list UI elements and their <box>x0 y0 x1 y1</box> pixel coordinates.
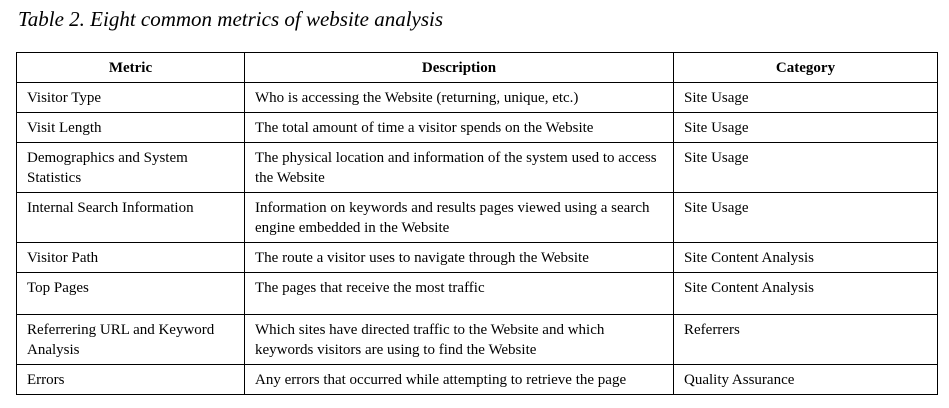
table-row <box>17 273 938 315</box>
metric-cell: Demographics and System Statistics <box>17 143 245 193</box>
description-cell: The total amount of time a visitor spends on the Website <box>245 113 674 143</box>
category-cell: Site Usage <box>674 113 938 143</box>
header-metric: Metric <box>17 53 245 83</box>
table-row <box>17 113 938 143</box>
table-row <box>17 243 938 273</box>
metric-cell: Errors <box>17 365 245 395</box>
description-cell: Which sites have directed traffic to the Website and which keywords visitors are using to find the Website <box>245 315 674 365</box>
description-cell: Any errors that occurred while attempting to retrieve the page <box>245 365 674 395</box>
metric-cell: Visit Length <box>17 113 245 143</box>
category-cell: Site Usage <box>674 143 938 193</box>
table-caption: Table 2. Eight common metrics of website analysis <box>18 7 444 31</box>
metric-cell: Visitor Type <box>17 83 245 113</box>
description-cell: Who is accessing the Website (returning, unique, etc.) <box>245 83 674 113</box>
metric-cell: Visitor Path <box>17 243 245 273</box>
metric-cell: Top Pages <box>17 273 245 315</box>
category-cell: Site Usage <box>674 83 938 113</box>
header-description: Description <box>245 53 674 83</box>
metric-cell: Referrering URL and Keyword Analysis <box>17 315 245 365</box>
category-cell: Site Content Analysis <box>674 273 938 315</box>
description-cell: The pages that receive the most traffic <box>245 273 674 315</box>
table-row <box>17 83 938 113</box>
category-cell: Site Usage <box>674 193 938 243</box>
header-category: Category <box>674 53 938 83</box>
table-row <box>17 315 938 365</box>
table-row <box>17 365 938 395</box>
description-cell: The route a visitor uses to navigate through the Website <box>245 243 674 273</box>
table-row <box>17 193 938 243</box>
table-row <box>17 143 938 193</box>
header-row <box>17 53 938 83</box>
description-cell: Information on keywords and results pages viewed using a search engine embedded in the Website <box>245 193 674 243</box>
category-cell: Site Content Analysis <box>674 243 938 273</box>
description-cell: The physical location and information of the system used to access the Website <box>245 143 674 193</box>
category-cell: Referrers <box>674 315 938 365</box>
category-cell: Quality Assurance <box>674 365 938 395</box>
metric-cell: Internal Search Information <box>17 193 245 243</box>
metrics-table <box>16 52 938 395</box>
